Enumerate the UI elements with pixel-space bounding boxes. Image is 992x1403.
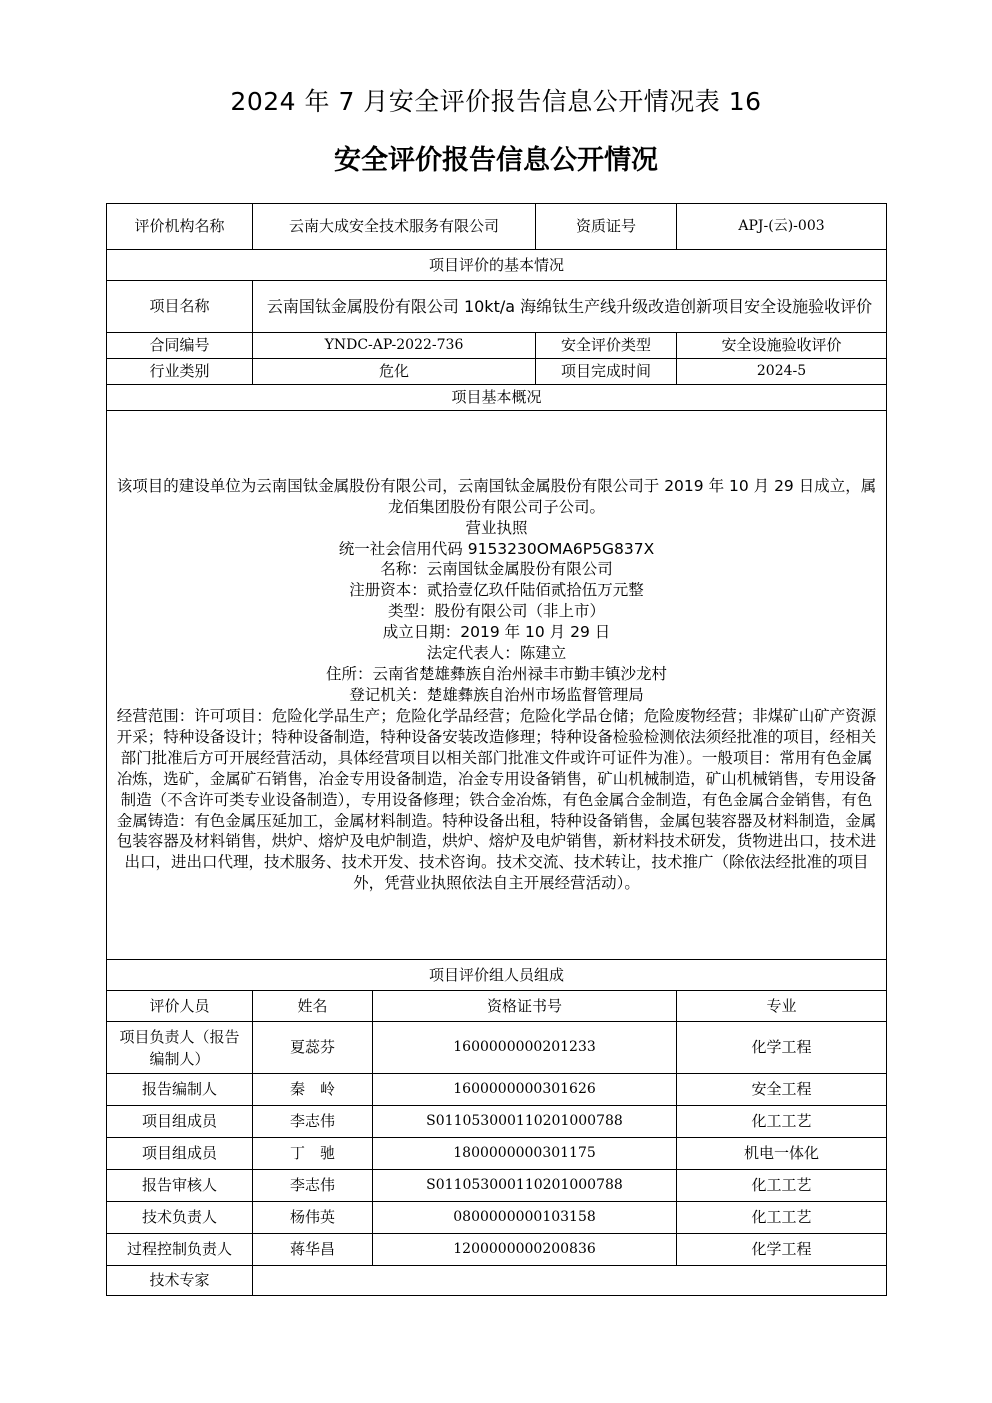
expert-value [253,1266,887,1296]
team-row [107,1234,887,1266]
eval-type-value: 安全设施验收评价 [677,333,887,359]
member-major: 化工工艺 [677,1170,887,1202]
member-major: 化学工程 [677,1022,887,1074]
industry-label: 行业类别 [107,359,253,385]
document-title: 2024 年 7 月安全评价报告信息公开情况表 16 [230,87,762,116]
member-major: 化工工艺 [677,1202,887,1234]
member-role: 报告审核人 [107,1170,253,1202]
project-name-row [107,281,887,333]
member-major: 机电一体化 [677,1138,887,1170]
overview-line: 法定代表人：陈建立 [426,644,567,663]
expert-label: 技术专家 [107,1266,253,1296]
member-major: 化学工程 [677,1234,887,1266]
industry-value: 危化 [253,359,536,385]
overview-line: 类型：股份有限公司（非上市） [388,602,606,621]
overview-line: 名称：云南国钛金属股份有限公司 [380,560,613,579]
cert-value: APJ-(云)-003 [677,204,887,250]
contract-value: YNDC-AP-2022-736 [253,333,536,359]
member-role: 技术负责人 [107,1202,253,1234]
member-major: 安全工程 [677,1074,887,1106]
member-cert: S011053000110201000788 [373,1170,677,1202]
complete-label: 项目完成时间 [536,359,677,385]
member-cert: 0800000000103158 [373,1202,677,1234]
team-section-header: 项目评价组人员组成 [107,960,887,991]
business-scope: 经营范围：许可项目：危险化学品生产；危险化学品经营；危险化学品仓储；危险废物经营；非煤矿山矿产资源开采；特种设备设计；特种设备制造，特种设备安装改造修理；特种设备检验检测依法须经批准的项目，经相关部门批准后方可开展经营活动，具体经营项目以相关部门批准文件或许可证件为准）。一般项目：常用有色金属冶炼，选矿，金属矿石销售，冶金专用设备制造，冶金专用设备销售，矿山机械制造，矿山机械销售，专用设备制造（不含许可类专业设备制造），专用设备修理；铁合金冶炼，有色金属合金制造，有色金属合金销售，有色金属铸造：有色金属压延加工，金属材料制造。特种设备出租，特种设备销售，金属包装容器及材料制造，金属包装容器及材料销售，烘炉、熔炉及电炉制造，烘炉、熔炉及电炉销售，新材料技术研发，货物进出口，技术进出口，进出口代理，技术服务、技术开发、技术咨询。技术交流、技术转让，技术推广（除依法经批准的项目外，凭营业执照依法自主开展经营活动）。 [116,706,877,893]
member-name: 李志伟 [253,1106,373,1138]
overview-header-row [107,385,887,411]
overview-line: 注册资本：贰拾壹亿玖仟陆佰贰拾伍万元整 [349,581,644,600]
team-column-headers [107,991,887,1022]
member-cert: 1600000000301626 [373,1074,677,1106]
member-cert: S011053000110201000788 [373,1106,677,1138]
member-name: 蒋华昌 [253,1234,373,1266]
basic-section-header: 项目评价的基本情况 [107,250,887,281]
org-label: 评价机构名称 [107,204,253,250]
eval-type-label: 安全评价类型 [536,333,677,359]
overview-line: 统一社会信用代码 9153230OMA6P5G837X [338,539,655,558]
col-header-role: 评价人员 [107,991,253,1022]
col-header-cert: 资格证书号 [373,991,677,1022]
member-role: 过程控制负责人 [107,1234,253,1266]
info-table [106,203,887,1296]
team-row [107,1138,887,1170]
member-name: 夏蕊芬 [253,1022,373,1074]
member-role: 项目负责人（报告编制人） [107,1022,253,1074]
member-name: 秦 岭 [253,1074,373,1106]
member-role: 项目组成员 [107,1138,253,1170]
contract-label: 合同编号 [107,333,253,359]
col-header-name: 姓名 [253,991,373,1022]
team-row [107,1170,887,1202]
overview-line: 登记机关：楚雄彝族自治州市场监督管理局 [349,686,644,704]
complete-value: 2024-5 [677,359,887,385]
overview-section-header: 项目基本概况 [107,385,887,411]
org-row [107,204,887,250]
contract-row [107,333,887,359]
col-header-major: 专业 [677,991,887,1022]
overview-intro: 该项目的建设单位为云南国钛金属股份有限公司，云南国钛金属股份有限公司于 2019 年 10 月 29 日成立，属龙佰集团股份有限公司子公司。 [116,476,877,516]
basic-header-row [107,250,887,281]
overview-line: 住所：云南省楚雄彝族自治州禄丰市勤丰镇沙龙村 [326,665,668,684]
document-subtitle: 安全评价报告信息公开情况 [334,145,658,176]
member-major: 化工工艺 [677,1106,887,1138]
member-role: 报告编制人 [107,1074,253,1106]
team-row [107,1022,887,1074]
member-name: 杨伟英 [253,1202,373,1234]
team-row [107,1202,887,1234]
project-name-value: 云南国钛金属股份有限公司 10kt/a 海绵钛生产线升级改造创新项目安全设施验收评价 [253,281,887,333]
team-header-row [107,960,887,991]
member-cert: 1200000000200836 [373,1234,677,1266]
member-name: 丁 驰 [253,1138,373,1170]
overview-body [107,411,887,960]
member-name: 李志伟 [253,1170,373,1202]
overview-line: 成立日期：2019 年 10 月 29 日 [382,623,611,642]
industry-row [107,359,887,385]
overview-line: 营业执照 [465,518,528,537]
org-value: 云南大成安全技术服务有限公司 [253,204,536,250]
expert-row [107,1266,887,1296]
team-row [107,1106,887,1138]
member-role: 项目组成员 [107,1106,253,1138]
overview-row [107,411,887,960]
team-row [107,1074,887,1106]
project-name-label: 项目名称 [107,281,253,333]
member-cert: 1600000000201233 [373,1022,677,1074]
cert-label: 资质证号 [536,204,677,250]
member-cert: 1800000000301175 [373,1138,677,1170]
